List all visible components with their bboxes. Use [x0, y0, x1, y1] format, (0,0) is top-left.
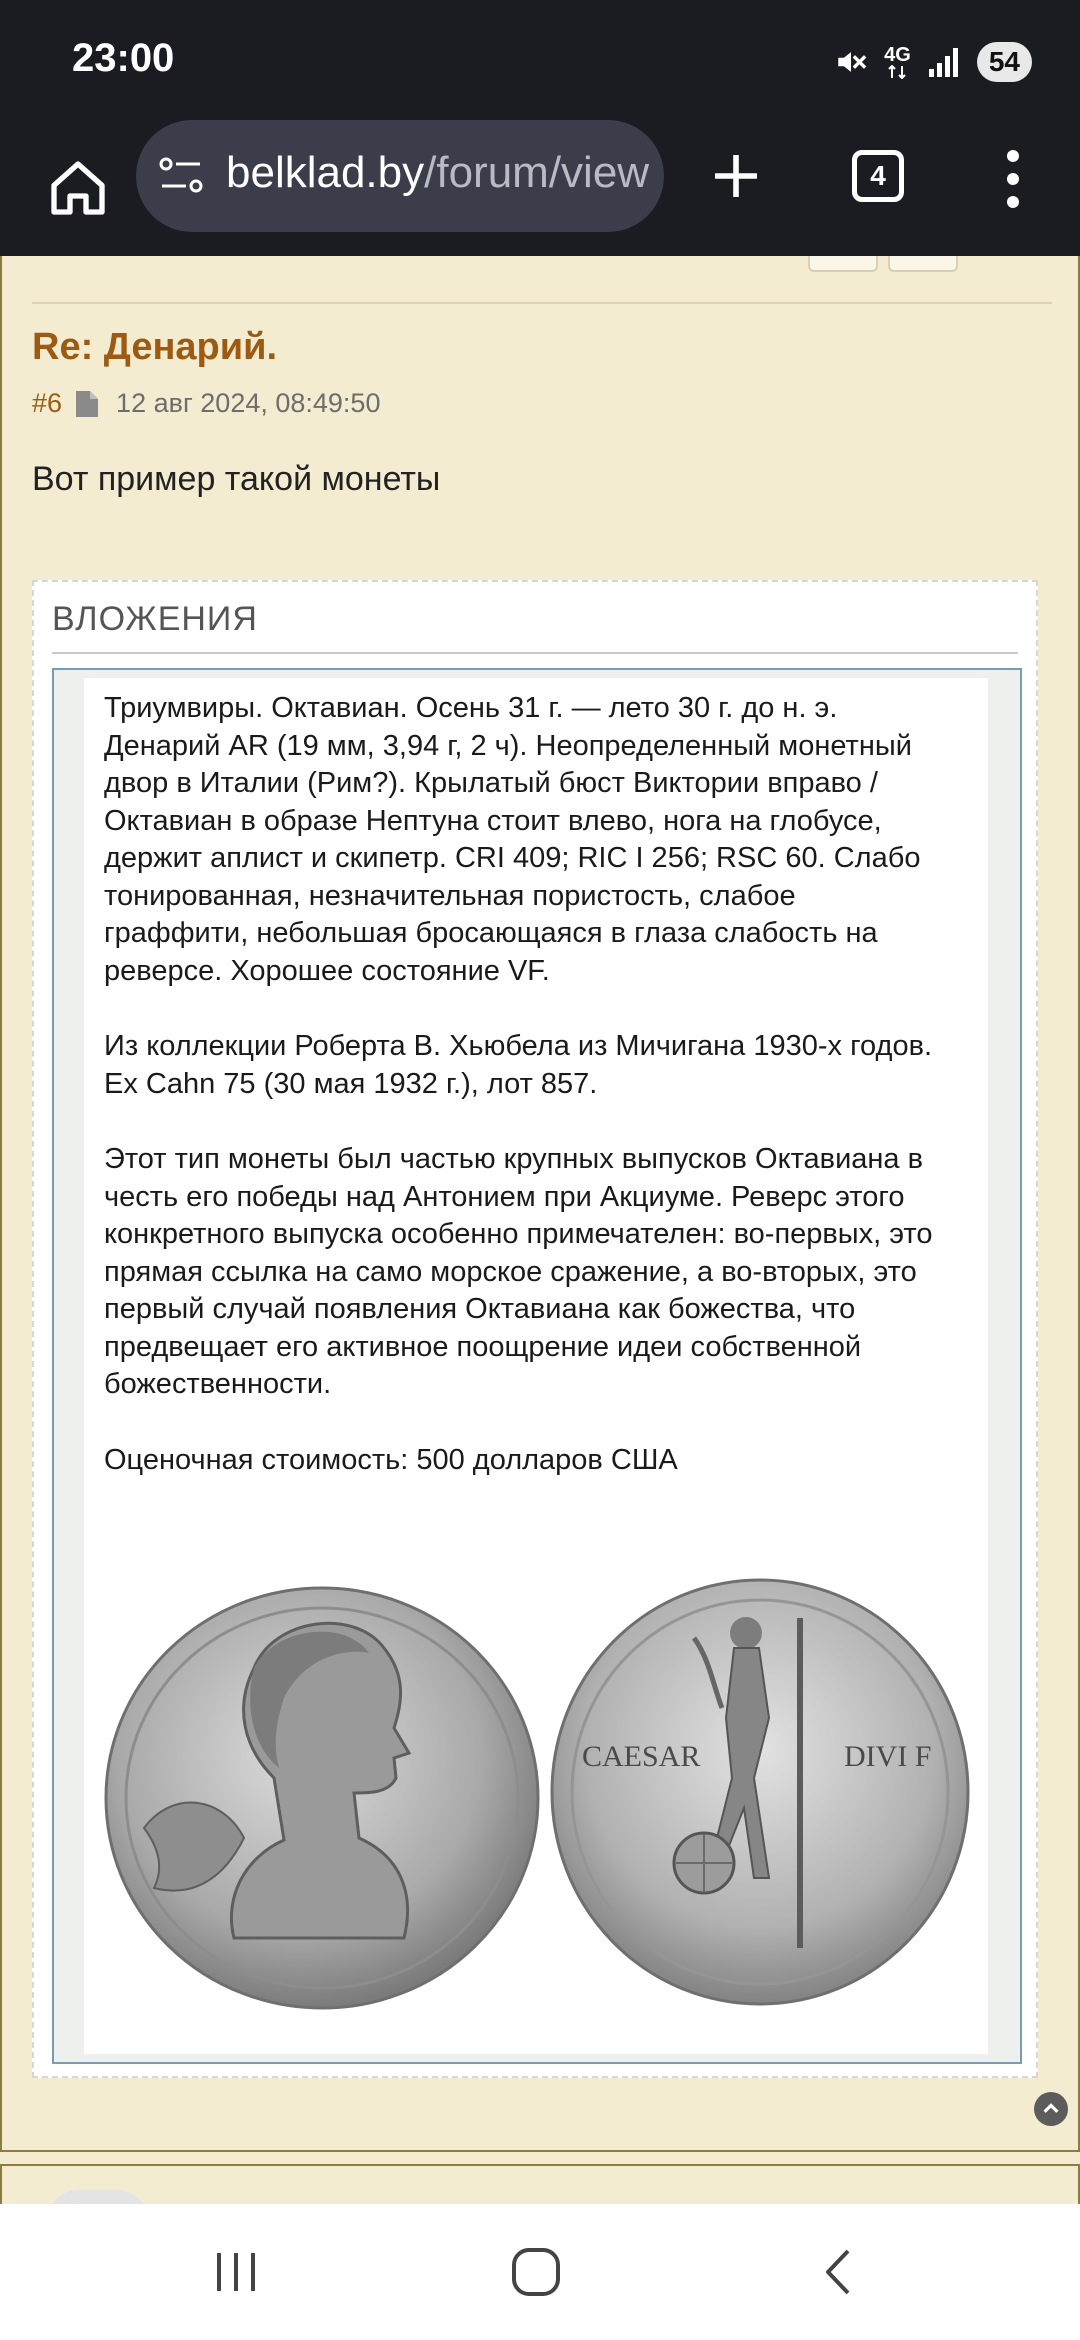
post-date: 12 авг 2024, 08:49:50	[116, 388, 381, 418]
coin-legend-right: DIVI F	[844, 1740, 932, 1773]
back-icon[interactable]	[802, 2240, 874, 2304]
next-post	[0, 2164, 1080, 2204]
status-bar	[0, 0, 1080, 120]
divider	[32, 302, 1052, 304]
status-time: 23:00	[72, 36, 175, 80]
network-label: 4G	[884, 44, 911, 66]
post-action-button[interactable]	[808, 256, 878, 272]
browser-toolbar	[0, 120, 1080, 256]
post-action-button[interactable]	[888, 256, 958, 272]
forum-post	[0, 256, 1080, 2152]
attachments-box	[32, 580, 1038, 2078]
url-text[interactable]	[226, 148, 649, 198]
new-tab-icon[interactable]	[700, 140, 772, 212]
4g-icon	[884, 45, 911, 79]
post-meta	[32, 388, 380, 419]
post-title[interactable]: Re: Денарий.	[32, 326, 278, 368]
battery-icon: 54	[977, 42, 1032, 82]
coin-description	[104, 690, 944, 1517]
url-domain: belklad.by	[226, 148, 425, 197]
mute-icon	[834, 45, 868, 79]
description-paragraph: Оценочная стоимость: 500 долларов США	[104, 1443, 678, 1476]
menu-icon[interactable]	[996, 144, 1030, 214]
home-nav-icon[interactable]	[500, 2240, 572, 2304]
description-paragraph: Этот тип монеты был частью крупных выпусков Октавиана в честь его победы над Антонием при Акциуме. Реверс этого конкретного выпуска особенно примечателен: во-первых, это прямая ссылка на само морское сражение, а во-вторых, это первый случай появления Октавиана как божества, что предвещает его активное поощрение идеи собственной божественности.	[104, 1143, 933, 1400]
site-settings-icon[interactable]	[158, 154, 208, 203]
signal-icon	[927, 45, 961, 79]
status-icons	[834, 40, 1032, 84]
attachment-image-content	[84, 678, 988, 2054]
scroll-to-top-button[interactable]	[1034, 2092, 1068, 2126]
attachment-image[interactable]	[52, 668, 1022, 2064]
recent-apps-icon[interactable]	[200, 2240, 272, 2304]
home-icon[interactable]	[36, 146, 120, 230]
description-paragraph: Триумвиры. Октавиан. Осень 31 г. — лето 30 г. до н. э. Денарий AR (19 мм, 3,94 г, 2 ч). Неопределенный монетный двор в Италии (Рим?). Крылатый бюст Виктории вправо / Октавиан в образе Нептуна стоит влево, нога на глобусе, держит аплист и скипетр. CRI 409; RIC I 256; RSC 60. Слабо тонированная, незначительная пористость, слабое граффити, небольшая бросающаяся в глаза слабость на реверсе. Хорошее состояние VF.	[104, 692, 921, 987]
coin-legend-left: CAESAR	[582, 1740, 701, 1773]
coin-photo	[104, 1578, 984, 2018]
divider	[52, 652, 1018, 654]
post-body: Вот пример такой монеты	[32, 460, 441, 498]
chevron-up-icon	[1040, 2098, 1062, 2120]
forum-page	[0, 256, 1080, 2204]
address-bar[interactable]	[136, 120, 664, 232]
system-nav-bar	[0, 2204, 1080, 2340]
coin-obverse	[106, 1588, 538, 2008]
coin-reverse	[552, 1580, 968, 2004]
description-paragraph: Из коллекции Роберта В. Хьюбела из Мичигана 1930-х годов. Ex Cahn 75 (30 мая 1932 г.), лот 857.	[104, 1030, 933, 1100]
document-icon	[74, 389, 100, 419]
attachments-heading: ВЛОЖЕНИЯ	[52, 600, 258, 638]
url-path: /forum/view	[424, 148, 650, 197]
tab-switcher-icon[interactable]: 4	[852, 150, 904, 202]
post-number-link[interactable]: #6	[32, 388, 63, 418]
avatar[interactable]	[48, 2190, 148, 2204]
